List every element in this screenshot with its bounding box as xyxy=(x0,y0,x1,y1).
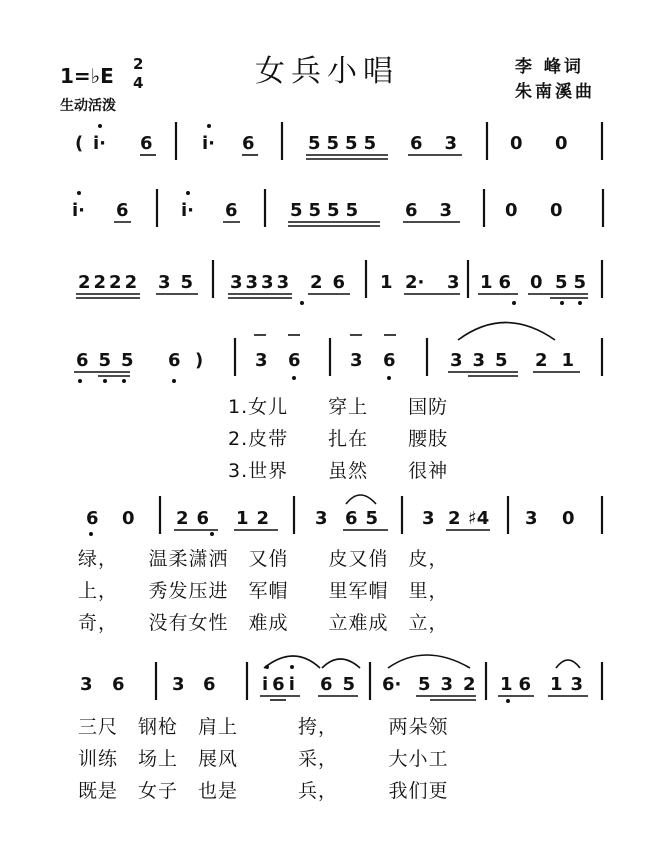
note-group: 6 xyxy=(168,350,181,371)
note-group: 3 xyxy=(172,674,185,695)
octave-dot-low xyxy=(512,301,516,305)
octave-dot xyxy=(98,124,102,128)
slur xyxy=(458,323,555,341)
note-group: 13 xyxy=(550,674,592,695)
octave-dot-low xyxy=(506,699,510,703)
note-group: 21 xyxy=(535,350,589,371)
key-signature: 1=♭E xyxy=(60,64,114,88)
note-group: 6 xyxy=(242,133,255,154)
note-group: 65 xyxy=(345,508,387,529)
octave-dot xyxy=(290,665,294,669)
note-group: 6 xyxy=(288,350,301,371)
note-group: 0 xyxy=(530,272,543,293)
note-group: 5555 xyxy=(308,133,383,154)
note-group: 3 xyxy=(447,272,460,293)
open-paren: ( xyxy=(75,133,84,154)
octave-dot xyxy=(186,191,190,195)
note-group: 3 xyxy=(350,350,363,371)
slur xyxy=(322,659,360,668)
note-group: 6 xyxy=(112,674,125,695)
lyric-line: 既是 女子 也是 兵， 我们更 xyxy=(78,780,449,802)
note-group: 63 xyxy=(410,133,480,154)
octave-dot xyxy=(207,124,211,128)
note-group: 6 xyxy=(86,508,99,529)
lyric-line: 3.世界 虽然 很神 xyxy=(228,460,449,482)
note-group: 16 xyxy=(480,272,518,293)
octave-dot-low xyxy=(560,301,564,305)
note-group: 2 xyxy=(448,508,461,529)
note-group: 0 xyxy=(555,133,568,154)
note-group: 65 xyxy=(320,674,366,695)
note-group: ♯4 xyxy=(468,508,490,529)
note-group: 26 xyxy=(176,508,218,529)
note-group: i· xyxy=(72,200,86,221)
note-group: 3 xyxy=(80,674,93,695)
octave-dot-low xyxy=(210,532,214,536)
note-group: 12 xyxy=(236,508,278,529)
lyric-line: 1.女儿 穿上 国防 xyxy=(228,396,449,418)
slur xyxy=(388,655,470,668)
close-paren: ) xyxy=(195,350,204,371)
composer-credit: 朱南溪曲 xyxy=(515,82,595,102)
octave-dot-low xyxy=(292,376,296,380)
note-group: 6· xyxy=(382,674,402,695)
octave-dot-low xyxy=(122,379,126,383)
octave-dot-low xyxy=(387,376,391,380)
lyric-line: 2.皮带 扎在 腰肢 xyxy=(228,428,449,450)
note-group: 0 xyxy=(510,133,523,154)
note-group: 6 xyxy=(225,200,238,221)
slur xyxy=(346,495,376,504)
lyric-line: 奇， 没有女性 难成 立难成 立， xyxy=(78,612,449,634)
slur xyxy=(556,660,580,668)
note-group: 3 xyxy=(255,350,268,371)
note-group: 16 xyxy=(500,674,538,695)
octave-dot-low xyxy=(78,379,82,383)
note-group: 3 xyxy=(315,508,328,529)
note-group: 3 xyxy=(525,508,538,529)
tempo-marking: 生动活泼 xyxy=(60,98,116,114)
note-group: i· xyxy=(181,200,195,221)
note-group: 655 xyxy=(76,350,144,371)
song-title: 女兵小唱 xyxy=(255,54,399,89)
note-group: 2· xyxy=(405,272,425,293)
lyricist-credit: 李 峰词 xyxy=(515,57,584,77)
note-group: 532 xyxy=(418,674,486,695)
note-group: 26 xyxy=(310,272,356,293)
time-signature-bottom: 4 xyxy=(133,74,144,92)
octave-dot-low xyxy=(578,301,582,305)
note-group: 6 xyxy=(116,200,129,221)
note-group: 3333 xyxy=(230,272,293,293)
note-group: 6 xyxy=(203,674,216,695)
note-group: 35 xyxy=(158,272,204,293)
note-group: 0 xyxy=(550,200,563,221)
note-group: 0 xyxy=(122,508,135,529)
note-group: i6i xyxy=(262,674,299,695)
note-group: 5555 xyxy=(290,200,365,221)
octave-dot xyxy=(265,665,269,669)
octave-dot-low xyxy=(103,379,107,383)
lyric-line: 训练 场上 展风 采， 大小工 xyxy=(78,748,449,770)
slur xyxy=(264,656,320,668)
note-group: i· xyxy=(93,133,107,154)
note-group: 6 xyxy=(140,133,153,154)
lyric-line: 绿， 温柔潇洒 又俏 皮又俏 皮， xyxy=(78,548,449,570)
lyric-line: 上， 秀发压进 军帽 里军帽 里， xyxy=(78,580,449,602)
octave-dot-low xyxy=(172,379,176,383)
octave-dot-low xyxy=(300,301,304,305)
octave-dot xyxy=(77,191,81,195)
note-group: 55 xyxy=(555,272,593,293)
note-group: 335 xyxy=(450,350,518,371)
note-group: 63 xyxy=(405,200,475,221)
note-group: i· xyxy=(202,133,216,154)
note-group: 3 xyxy=(422,508,435,529)
time-signature-top: 2 xyxy=(133,55,144,73)
note-group: 2222 xyxy=(78,272,141,293)
note-group: 0 xyxy=(562,508,575,529)
note-group: 0 xyxy=(505,200,518,221)
note-group: 6 xyxy=(383,350,396,371)
octave-dot-low xyxy=(89,532,93,536)
lyric-line: 三尺 钢枪 肩上 挎， 两朵领 xyxy=(78,716,449,738)
note-group: 1 xyxy=(380,272,393,293)
